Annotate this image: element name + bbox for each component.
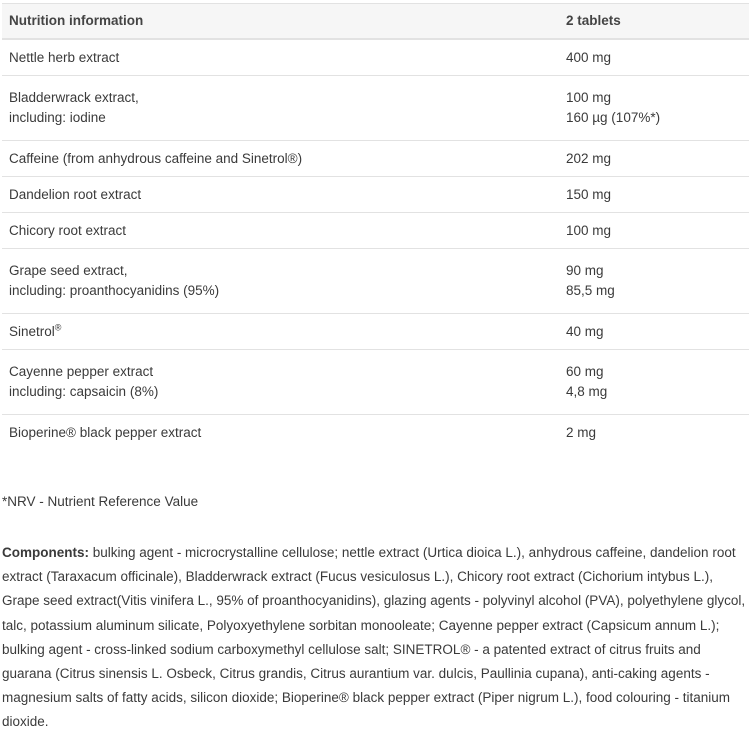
ingredient-amount-line: 85,5 mg <box>566 283 615 298</box>
ingredient-amount <box>559 177 749 212</box>
ingredient-amount-line: 100 mg <box>566 222 612 238</box>
components-text: bulking agent - microcrystalline cellulose; nettle extract (Urtica dioica L.), anhydrous caffeine, dandelion root extract (Taraxacum officinale), Bladderwrack extract (Fucus vesiculosus L.), Chicory root extract (Cichorium intybus L.), Grape seed extract(Vitis vinifera L., 95% of proanthocyanidins), glazing agents - polyvinyl alcohol (PVA), polyethylene glycol, talc, potassium aluminum silicate, Polyoxyethylene sorbitan monooleate; Cayenne pepper extract (Capsicum annum L.); bulking agent - cross-linked sodium carboxymethyl cellulose salt; SINETROL® - a patented extract of citrus fruits and guarana (Citrus sinensis L. Osbeck, Citrus grandis, Citrus aurantium var. dulcis, Paullinia cupana), anti-caking agents - magnesium salts of fatty acids, silicon dioxide; Bioperine® black pepper extract (Piper nigrum L.), food colouring - titanium dioxide. <box>2 545 746 730</box>
ingredient-amount-line: 150 mg <box>566 186 612 202</box>
ingredient-name-line: Bladderwrack extract, <box>9 90 139 105</box>
ingredient-name-text: Sinetrol <box>9 323 55 339</box>
ingredient-name <box>2 76 559 140</box>
ingredient-amount-line: 400 mg <box>566 49 612 65</box>
table-row <box>2 414 749 450</box>
ingredient-amount <box>559 40 749 75</box>
table-row <box>2 39 749 75</box>
ingredient-amount-line: 4,8 mg <box>566 384 608 399</box>
ingredient-amount <box>559 249 749 313</box>
ingredient-name <box>2 314 559 349</box>
ingredient-name <box>2 415 559 450</box>
ingredient-name-line: Caffeine (from anhydrous caffeine and Sinetrol®) <box>9 150 303 166</box>
ingredient-amount-line: 60 mg <box>566 364 604 379</box>
ingredient-name <box>2 213 559 248</box>
ingredient-name-line <box>9 322 552 342</box>
components-label: Components: <box>2 545 89 560</box>
ingredient-name-line: Chicory root extract <box>9 222 127 238</box>
components-paragraph <box>2 541 750 735</box>
ingredient-amount <box>559 314 749 349</box>
ingredient-amount <box>559 415 749 450</box>
header-amount: 2 tablets <box>566 13 621 28</box>
ingredient-name-line: including: iodine <box>9 110 106 125</box>
ingredient-name <box>2 40 559 75</box>
ingredient-amount <box>559 350 749 414</box>
ingredient-name-line: Bioperine® black pepper extract <box>9 424 202 440</box>
table-row <box>2 140 749 176</box>
table-row <box>2 313 749 349</box>
ingredient-amount-line: 2 mg <box>566 424 597 440</box>
header-amount-cell <box>559 4 749 38</box>
ingredient-name-line: Grape seed extract, <box>9 263 128 278</box>
ingredient-name <box>2 249 559 313</box>
ingredient-amount <box>559 76 749 140</box>
table-row <box>2 212 749 248</box>
table-row <box>2 75 749 140</box>
ingredient-amount-line: 202 mg <box>566 150 612 166</box>
ingredient-name <box>2 350 559 414</box>
ingredient-name <box>2 177 559 212</box>
table-row <box>2 248 749 313</box>
nutrition-table <box>2 3 749 450</box>
ingredient-amount-line: 100 mg <box>566 90 612 105</box>
ingredient-name-line: including: capsaicin (8%) <box>9 384 159 399</box>
header-name-cell <box>2 4 559 38</box>
table-header-row <box>2 3 749 39</box>
ingredient-amount <box>559 141 749 176</box>
ingredient-amount-line: 90 mg <box>566 263 604 278</box>
ingredient-amount-line: 160 µg (107%*) <box>566 110 661 125</box>
ingredient-amount <box>559 213 749 248</box>
ingredient-name-line: including: proanthocyanidins (95%) <box>9 283 220 298</box>
ingredient-name <box>2 141 559 176</box>
nrv-footnote: *NRV - Nutrient Reference Value <box>2 494 199 509</box>
ingredient-name-line: Cayenne pepper extract <box>9 364 154 379</box>
ingredient-name-line: Nettle herb extract <box>9 49 120 65</box>
ingredient-name-line: Dandelion root extract <box>9 186 142 202</box>
table-row <box>2 176 749 212</box>
ingredient-amount-line: 40 mg <box>566 323 604 339</box>
header-name: Nutrition information <box>9 13 144 28</box>
table-row <box>2 349 749 414</box>
registered-mark: ® <box>54 322 62 332</box>
